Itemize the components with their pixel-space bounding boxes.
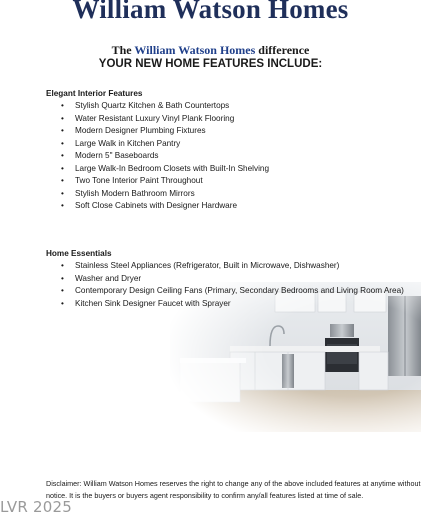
intro-suffix: difference [255, 43, 310, 57]
interior-features-heading: Elegant Interior Features [46, 89, 143, 98]
list-item: • Contemporary Design Ceiling Fans (Primary, Secondary Bedrooms and Living Room Area) [46, 285, 413, 298]
home-essentials-heading: Home Essentials [46, 249, 112, 258]
list-item: • Modern 5" Baseboards [46, 150, 269, 163]
interior-features-list [46, 100, 269, 213]
intro-prefix: The [111, 43, 135, 57]
list-item: • Modern Designer Plumbing Fixtures [46, 125, 269, 138]
list-item: • Large Walk in Kitchen Pantry [46, 138, 269, 151]
list-item: • Two Tone Interior Paint Throughout [46, 175, 269, 188]
home-essentials-list [46, 260, 413, 310]
list-item: • Soft Close Cabinets with Designer Hardware [46, 200, 269, 213]
list-item: • Washer and Dryer [46, 273, 413, 286]
features-headline: YOUR NEW HOME FEATURES INCLUDE: [98, 58, 323, 70]
brand-title: William Watson Homes [72, 0, 349, 24]
intro-brand-name: William Watson Homes [134, 43, 256, 57]
listing-watermark: LVR 2025 [0, 498, 72, 516]
list-item: • Water Resistant Luxury Vinyl Plank Flooring [46, 113, 269, 126]
list-item: • Kitchen Sink Designer Faucet with Sprayer [46, 298, 413, 311]
list-item: • Stylish Quartz Kitchen & Bath Countertops [46, 100, 269, 113]
intro-tagline [0, 43, 421, 58]
list-item: • Stylish Modern Bathroom Mirrors [46, 188, 269, 201]
list-item: • Large Walk-In Bedroom Closets with Built-In Shelving [46, 163, 269, 176]
disclaimer-text: Disclaimer: William Watson Homes reserves the right to change any of the above included features at anytime without notice. It is the buyers or buyers agent responsibility to confirm any/all features listed at time of sale. [46, 479, 421, 501]
list-item: • Stainless Steel Appliances (Refrigerator, Built in Microwave, Dishwasher) [46, 260, 413, 273]
